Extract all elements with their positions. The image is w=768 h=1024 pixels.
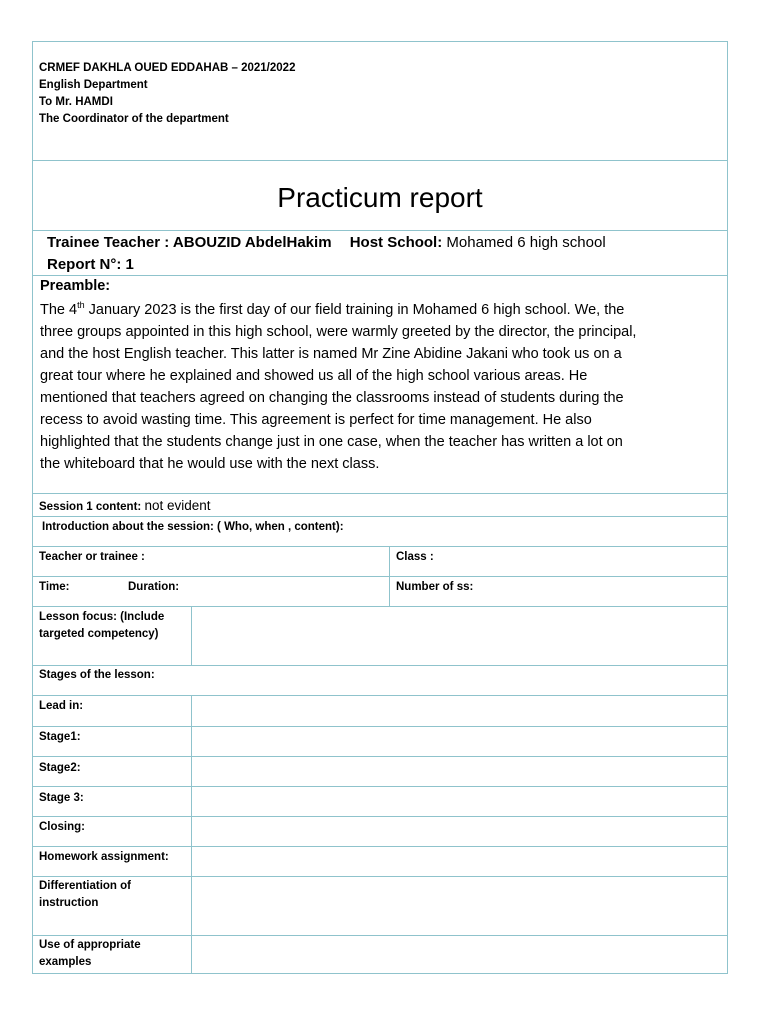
department-line: English Department (39, 79, 148, 91)
lesson-focus-label: Lesson focus: (Include targeted competency) (39, 611, 165, 640)
closing-label: Closing: (39, 821, 85, 833)
divider (32, 606, 728, 607)
divider (32, 816, 728, 817)
divider (32, 935, 728, 936)
preamble-heading: Preamble: (40, 278, 111, 294)
differentiation-label: Differentiation of instruction (39, 880, 131, 909)
host-school-label: Host School: (349, 234, 443, 251)
divider (32, 275, 728, 276)
stages-label: Stages of the lesson: (39, 669, 155, 681)
preamble-line: three groups appointed in this high school, were warmly greeted by the director, the principal, (40, 324, 637, 340)
divider (32, 695, 728, 696)
divider (32, 230, 728, 231)
trainee-label: Trainee Teacher : (47, 234, 170, 251)
preamble-text (40, 299, 730, 475)
duration-label: Duration: (128, 581, 180, 593)
divider (32, 160, 728, 161)
divider (32, 546, 728, 547)
recipient-line: To Mr. HAMDI (39, 96, 113, 108)
stage3-label: Stage 3: (39, 792, 84, 804)
time-label: Time: (39, 581, 70, 593)
preamble-line: highlighted that the students change just in one case, when the teacher has written a lot on (40, 434, 623, 450)
divider (32, 786, 728, 787)
session-value: not evident (144, 498, 211, 513)
host-school-value: Mohamed 6 high school (446, 234, 606, 251)
divider (32, 516, 728, 517)
institution-line: CRMEF DAKHLA OUED EDDAHAB – 2021/2022 (39, 62, 296, 74)
session-label: Session 1 content: (39, 501, 142, 513)
session-content (39, 497, 211, 516)
divider (32, 846, 728, 847)
preamble-line: mentioned that teachers agreed on changing the classrooms instead of students during the (40, 390, 624, 406)
page-title: Practicum report (277, 182, 483, 213)
teacher-label: Teacher or trainee : (39, 551, 145, 563)
divider (32, 576, 728, 577)
report-number: Report N°: 1 (47, 256, 134, 273)
divider (32, 876, 728, 877)
class-label: Class : (396, 551, 434, 563)
preamble-line: the whiteboard that he would use with the next class. (40, 456, 380, 472)
preamble-line: The 4th January 2023 is the first day of our field training in Mohamed 6 high school. We, the (40, 300, 625, 318)
column-divider (191, 695, 192, 974)
divider (32, 493, 728, 494)
examples-label: Use of appropriate examples (39, 939, 141, 968)
number-of-students-label: Number of ss: (396, 581, 474, 593)
preamble-line: recess to avoid wasting time. This agreement is perfect for time management. He also (40, 412, 592, 428)
lead-in-label: Lead in: (39, 700, 84, 712)
divider (32, 665, 728, 666)
divider (32, 726, 728, 727)
trainee-name: ABOUZID AbdelHakim (172, 234, 332, 251)
preamble-line: and the host English teacher. This latter is named Mr Zine Abidine Jakani who took us on a (40, 346, 622, 362)
divider (32, 756, 728, 757)
column-divider (389, 546, 390, 606)
coordinator-line: The Coordinator of the department (39, 113, 229, 125)
column-divider (191, 606, 192, 665)
stage2-label: Stage2: (39, 762, 81, 774)
homework-label: Homework assignment: (39, 851, 169, 863)
trainee-line (47, 234, 606, 251)
stage1-label: Stage1: (39, 731, 81, 743)
session-intro-label: Introduction about the session: ( Who, when , content): (42, 521, 344, 533)
preamble-line: great tour where he explained and showed us all of the high school various areas. He (40, 368, 588, 384)
